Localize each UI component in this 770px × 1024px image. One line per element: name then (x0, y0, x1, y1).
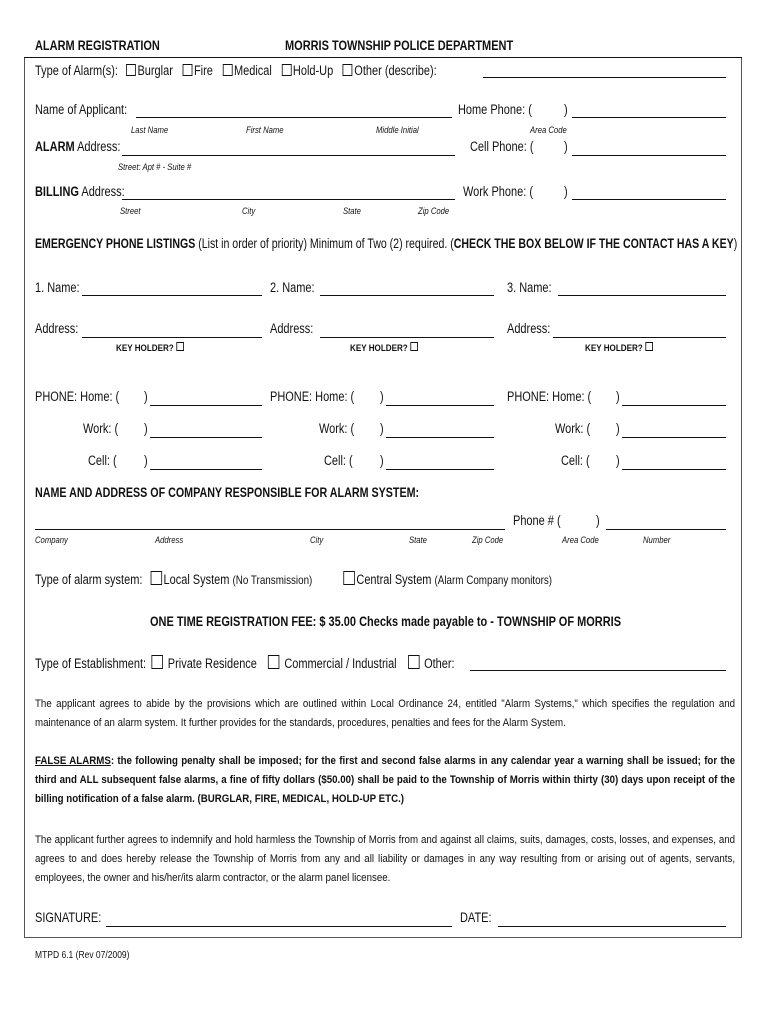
contact1-cell-field[interactable] (150, 469, 262, 470)
contact1-home-label: PHONE: Home: ( (35, 389, 120, 404)
contact1-work-field[interactable] (150, 437, 262, 438)
central-system-label: Central System (356, 572, 432, 587)
local-system-label: Local System (163, 572, 230, 587)
contact1-address-label: Address: (35, 321, 79, 336)
contact1-home-field[interactable] (150, 405, 262, 406)
contact1-work-paren: ) (144, 421, 148, 436)
local-system-checkbox[interactable] (150, 571, 161, 585)
system-type-row (35, 571, 552, 587)
establishment-label: Type of Establishment: (35, 656, 147, 671)
street-caption: Street (120, 205, 141, 216)
establishment-row (35, 655, 455, 671)
system-type-label: Type of alarm system: (35, 572, 143, 587)
medical-label: Medical (233, 63, 272, 78)
false-alarms-label: FALSE ALARMS (35, 755, 111, 767)
central-system-note: (Alarm Company monitors) (434, 573, 553, 587)
company-phone-field[interactable] (606, 529, 726, 530)
establishment-other-field[interactable] (470, 670, 726, 671)
home-phone-label: Home Phone: ( (458, 102, 532, 117)
alarm-address-label: ALARM Address: (35, 139, 121, 154)
contact2-address-field[interactable] (320, 337, 494, 338)
holdup-label: Hold-Up (292, 63, 334, 78)
company-heading: NAME AND ADDRESS OF COMPANY RESPONSIBLE FOR ALARM SYSTEM: (35, 485, 420, 500)
agreement-paragraph: The applicant agrees to abide by the provisions which are outlined within Local Ordinance 24, entitled "Alarm Systems," which specifies the regulation and maintenance of an alarm system. It further provides for the standards, procedures, penalties and fees for the Alarm System. (35, 698, 736, 729)
work-phone-field[interactable] (572, 199, 726, 200)
form-title: ALARM REGISTRATION (35, 38, 160, 53)
commercial-checkbox[interactable] (268, 655, 279, 669)
company-phone-label: Phone # ( (513, 513, 561, 528)
contact2-cell-paren: ) (380, 453, 384, 468)
false-alarms-paragraph: FALSE ALARMS: the following penalty shall be imposed; for the first and second false alarms in any calendar year a warning shall be issued; for the third and ALL subsequent false alarms, a fine of fifty dollars ($50.00) shall be paid to the Township of Morris within thirty (30) days upon receipt of the billing notification of a false alarm. (BURGLAR, FIRE, MEDICAL, HOLD-UP ETC.) (35, 755, 736, 805)
contact2-cell-field[interactable] (386, 469, 494, 470)
other-checkbox[interactable] (343, 64, 353, 76)
area-code-caption: Area Code (530, 124, 567, 135)
contact3-cell-label: Cell: ( (561, 453, 590, 468)
contact3-address-label: Address: (507, 321, 551, 336)
company-address-caption: Address (155, 534, 184, 545)
company-city-caption: City (310, 534, 324, 545)
contact1-name-label: 1. Name: (35, 280, 80, 295)
contact3-work-field[interactable] (622, 437, 726, 438)
company-state-caption: State (409, 534, 427, 545)
department-name: MORRIS TOWNSHIP POLICE DEPARTMENT (285, 38, 514, 53)
contact3-work-label: Work: ( (555, 421, 591, 436)
company-phone-paren: ) (596, 513, 600, 528)
company-field[interactable] (35, 529, 505, 530)
date-field[interactable] (498, 926, 726, 927)
company-number-caption: Number (643, 534, 671, 545)
private-residence-checkbox[interactable] (152, 655, 163, 669)
contact2-home-field[interactable] (386, 405, 494, 406)
home-phone-paren: ) (564, 102, 568, 117)
contact3-key-checkbox[interactable] (645, 342, 653, 351)
indemnify-paragraph: The applicant further agrees to indemnify and hold harmless the Township of Morris from and against all claims, suits, damages, costs, losses, and expenses, and agrees to and does hereby release the Township of Morris from any and all liability or damages in any way resulting from or arising out of agents, servants, employees, the owner and his/her/its alarm contractor, or the alarm panel licensee. (35, 834, 736, 884)
contact2-work-paren: ) (380, 421, 384, 436)
work-phone-paren: ) (564, 184, 568, 199)
registration-fee: ONE TIME REGISTRATION FEE: $ 35.00 Checks made payable to - TOWNSHIP OF MORRIS (150, 614, 622, 629)
alarm-address-caption: Street: Apt # - Suite # (118, 161, 192, 172)
holdup-checkbox[interactable] (281, 64, 291, 76)
state-caption: State (343, 205, 361, 216)
fire-label: Fire (193, 63, 213, 78)
contact2-key-checkbox[interactable] (410, 342, 418, 351)
alarm-type-label: Type of Alarm(s): (35, 63, 118, 78)
contact1-address-field[interactable] (82, 337, 262, 338)
last-name-caption: Last Name (131, 124, 169, 135)
contact1-cell-paren: ) (144, 453, 148, 468)
alarm-address-field[interactable] (122, 155, 455, 156)
company-zip-caption: Zip Code (472, 534, 504, 545)
contact2-cell-label: Cell: ( (324, 453, 353, 468)
contact2-work-field[interactable] (386, 437, 494, 438)
work-phone-label: Work Phone: ( (463, 184, 533, 199)
contact1-name-field[interactable] (82, 295, 262, 296)
central-system-checkbox[interactable] (343, 571, 354, 585)
medical-checkbox[interactable] (222, 64, 232, 76)
other-describe-field[interactable] (483, 77, 726, 78)
contact3-name-label: 3. Name: (507, 280, 552, 295)
contact2-home-label: PHONE: Home: ( (270, 389, 355, 404)
contact2-work-label: Work: ( (319, 421, 355, 436)
applicant-name-label: Name of Applicant: (35, 102, 128, 117)
cell-phone-label: Cell Phone: ( (470, 139, 534, 154)
contact2-key-holder: KEY HOLDER? (350, 342, 418, 354)
city-caption: City (242, 205, 256, 216)
alarm-type-row (35, 63, 437, 78)
home-phone-field[interactable] (572, 117, 726, 118)
cell-phone-field[interactable] (572, 155, 726, 156)
contact2-home-paren: ) (380, 389, 384, 404)
date-label: DATE: (460, 910, 492, 925)
fire-checkbox[interactable] (182, 64, 192, 76)
emergency-heading: EMERGENCY PHONE LISTINGS (List in order of priority) Minimum of Two (2) required. (CHECK THE BOX BELOW IF THE CONTACT HAS A KEY) (35, 236, 738, 251)
applicant-name-field[interactable] (136, 117, 452, 118)
first-name-caption: First Name (246, 124, 284, 135)
burglar-label: Burglar (137, 63, 173, 78)
contact3-work-paren: ) (616, 421, 620, 436)
contact3-home-label: PHONE: Home: ( (507, 389, 592, 404)
contact1-work-label: Work: ( (83, 421, 119, 436)
signature-field[interactable] (106, 926, 452, 927)
burglar-checkbox[interactable] (126, 64, 136, 76)
contact3-cell-paren: ) (616, 453, 620, 468)
contact1-home-paren: ) (144, 389, 148, 404)
cell-phone-paren: ) (564, 139, 568, 154)
contact2-name-label: 2. Name: (270, 280, 315, 295)
billing-address-field[interactable] (122, 199, 455, 200)
local-system-note: (No Transmission) (232, 573, 313, 587)
contact1-cell-label: Cell: ( (88, 453, 117, 468)
other-describe-label: Other (describe): (354, 63, 437, 78)
contact3-home-field[interactable] (622, 405, 726, 406)
private-residence-label: Private Residence (167, 656, 257, 671)
contact2-name-field[interactable] (320, 295, 494, 296)
establishment-other-label: Other: (424, 656, 455, 671)
contact1-key-holder: KEY HOLDER? (116, 342, 184, 354)
zip-caption: Zip Code (418, 205, 450, 216)
billing-address-label: BILLING Address: (35, 184, 125, 199)
contact3-cell-field[interactable] (622, 469, 726, 470)
establishment-other-checkbox[interactable] (408, 655, 419, 669)
signature-label: SIGNATURE: (35, 910, 102, 925)
form-revision: MTPD 6.1 (Rev 07/2009) (35, 950, 130, 961)
middle-initial-caption: Middle Initial (376, 124, 419, 135)
commercial-label: Commercial / Industrial (284, 656, 397, 671)
contact3-home-paren: ) (616, 389, 620, 404)
company-area-caption: Area Code (562, 534, 599, 545)
contact3-name-field[interactable] (558, 295, 726, 296)
contact1-key-checkbox[interactable] (176, 342, 184, 351)
contact2-address-label: Address: (270, 321, 314, 336)
contact3-key-holder: KEY HOLDER? (585, 342, 653, 354)
contact3-address-field[interactable] (553, 337, 726, 338)
header-rule (24, 57, 742, 58)
company-caption: Company (35, 534, 68, 545)
